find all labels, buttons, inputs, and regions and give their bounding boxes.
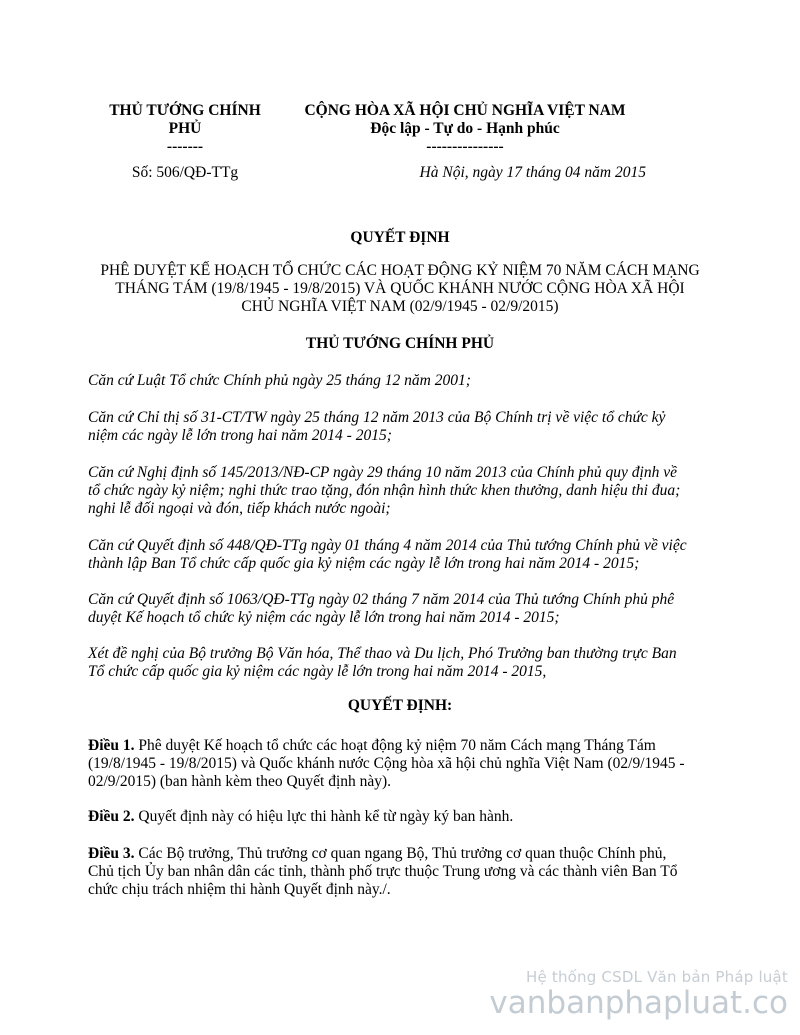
document-title: QUYẾT ĐỊNH <box>350 229 450 246</box>
document-subject <box>85 262 715 316</box>
subject-line: PHÊ DUYỆT KẾ HOẠCH TỔ CHỨC CÁC HOẠT ĐỘNG KỶ NIỆM 70 NĂM CÁCH MẠNG <box>100 262 700 279</box>
basis-line: Căn cứ Quyết định số 448/QĐ-TTg ngày 01 tháng 4 năm 2014 của Thủ tướng Chính phủ về việc <box>88 537 687 554</box>
basis-line: Căn cứ Chỉ thị số 31-CT/TW ngày 25 tháng 12 năm 2013 của Bộ Chính trị về việc tổ chức kỷ <box>88 409 666 426</box>
basis-line: Căn cứ Luật Tổ chức Chính phủ ngày 25 tháng 12 năm 2001; <box>88 372 471 389</box>
article-line: Quyết định này có hiệu lực thi hành kể từ ngày ký ban hành. <box>134 808 514 825</box>
legal-basis-1 <box>88 372 718 390</box>
watermark-caption: Hệ thống CSDL Văn bản Pháp luật <box>525 968 788 986</box>
legal-basis-6 <box>88 645 718 681</box>
legal-basis-2 <box>88 409 718 445</box>
basis-line: nghi lễ đối ngoại và đón, tiếp khách nước ngoài; <box>88 500 391 517</box>
basis-line: tổ chức ngày kỷ niệm; nghi thức trao tặng, đón nhận hình thức khen thưởng, danh hiệu thi đua; <box>88 482 681 499</box>
watermark-site: vanbanphapluat.co <box>489 985 788 1021</box>
article-label: Điều 2. <box>88 808 135 825</box>
basis-line: thành lập Ban Tổ chức cấp quốc gia kỷ niệm các ngày lễ lớn trong hai năm 2014 - 2015; <box>88 555 640 572</box>
authority-divider: ------- <box>166 138 204 155</box>
national-heading <box>280 102 650 156</box>
subject-line: THÁNG TÁM (19/8/1945 - 19/8/2015) VÀ QUỐC KHÁNH NƯỚC CỘNG HÒA XÃ HỘI <box>115 280 685 297</box>
document-number: Số: 506/QĐ-TTg <box>131 164 239 181</box>
issuing-authority <box>95 102 275 156</box>
basis-line: Xét đề nghị của Bộ trưởng Bộ Văn hóa, Thể thao và Du lịch, Phó Trưởng ban thường trực Ban <box>88 645 677 662</box>
document-date: Hà Nội, ngày 17 tháng 04 năm 2015 <box>419 164 646 181</box>
article-label: Điều 3. <box>88 845 135 862</box>
legal-basis-3 <box>88 464 718 518</box>
legal-basis-4 <box>88 537 718 573</box>
authority-line-1: THỦ TƯỚNG CHÍNH <box>109 102 261 119</box>
basis-line: Tổ chức cấp quốc gia kỷ niệm các ngày lễ lớn trong hai năm 2014 - 2015, <box>88 663 547 680</box>
article-2 <box>88 808 718 826</box>
basis-line: Căn cứ Quyết định số 1063/QĐ-TTg ngày 02 tháng 7 năm 2014 của Thủ tướng Chính phủ phê <box>88 591 675 608</box>
article-label: Điều 1. <box>88 737 135 754</box>
legal-basis-5 <box>88 591 718 627</box>
article-3 <box>88 845 718 899</box>
motto-divider: --------------- <box>426 138 504 155</box>
article-line: Phê duyệt Kế hoạch tổ chức các hoạt động kỷ niệm 70 năm Cách mạng Tháng Tám <box>134 737 656 754</box>
article-line: Các Bộ trưởng, Thủ trưởng cơ quan ngang Bộ, Thủ trưởng cơ quan thuộc Chính phủ, <box>134 845 667 862</box>
basis-line: duyệt Kế hoạch tổ chức kỷ niệm các ngày lễ lớn trong hai năm 2014 - 2015; <box>88 609 560 626</box>
article-1 <box>88 737 718 791</box>
article-line: chức chịu trách nhiệm thi hành Quyết định này./. <box>88 881 391 898</box>
basis-line: Căn cứ Nghị định số 145/2013/NĐ-CP ngày 29 tháng 10 năm 2013 của Chính phủ quy định về <box>88 464 677 481</box>
authority-heading: THỦ TƯỚNG CHÍNH PHỦ <box>305 335 495 352</box>
article-line: (19/8/1945 - 19/8/2015) và Quốc khánh nước Cộng hòa xã hội chủ nghĩa Việt Nam (02/9/1945 - <box>88 755 685 772</box>
article-line: 02/9/2015) (ban hành kèm theo Quyết định này). <box>88 773 392 790</box>
basis-line: niệm các ngày lễ lớn trong hai năm 2014 - 2015; <box>88 427 392 444</box>
subject-line: CHỦ NGHĨA VIỆT NAM (02/9/1945 - 02/9/2015) <box>241 298 559 315</box>
national-motto: Độc lập - Tự do - Hạnh phúc <box>370 120 560 137</box>
decision-heading: QUYẾT ĐỊNH: <box>347 697 453 714</box>
authority-line-2: PHỦ <box>168 120 202 137</box>
article-line: Chủ tịch Ủy ban nhân dân các tỉnh, thành phố trực thuộc Trung ương và các thành viên Ban Tổ <box>88 863 678 880</box>
country-name: CỘNG HÒA XÃ HỘI CHỦ NGHĨA VIỆT NAM <box>304 102 626 119</box>
